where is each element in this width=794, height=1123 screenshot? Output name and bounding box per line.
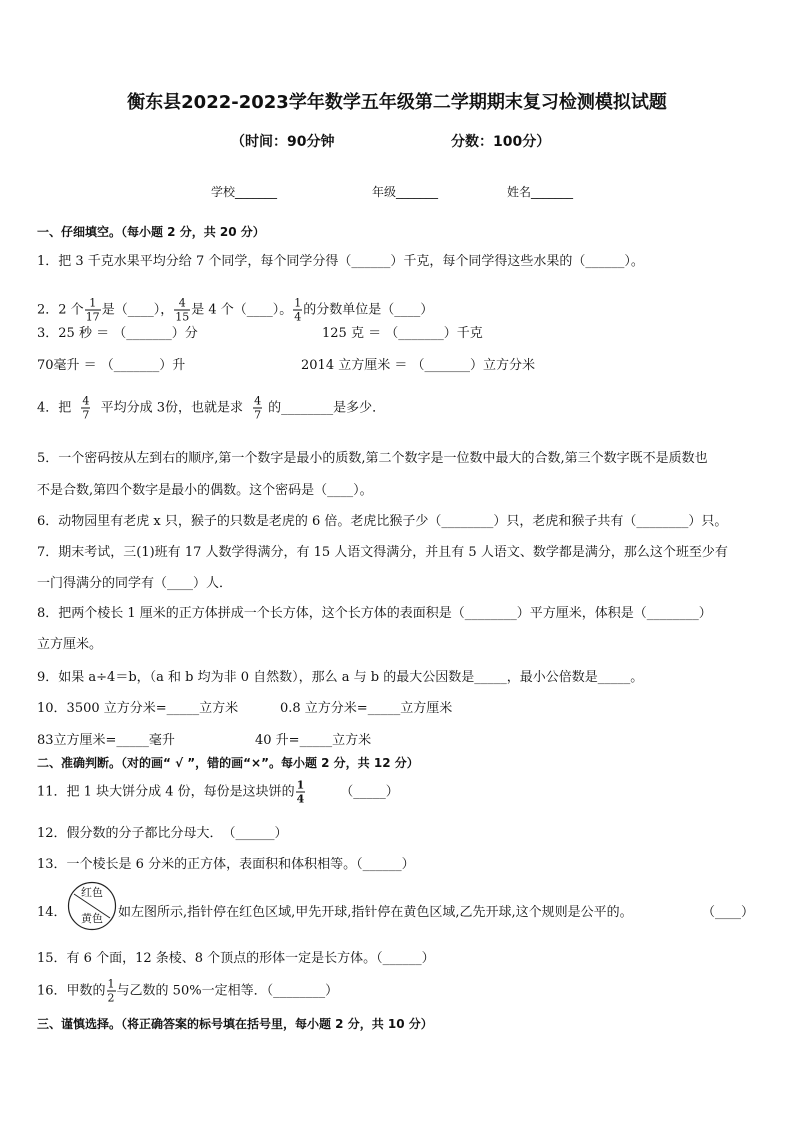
question-5-line-1: 5．一个密码按从左到右的顺序,第一个数字是最小的质数,第二个数字是一位数中最大的合数,第三个数字既不是质数也 (37, 451, 708, 466)
question-9: 9．如果 a÷4＝b，（a 和 b 均为非 0 自然数），那么 a 与 b 的最大公因数是_____，最小公倍数是_____。 (37, 670, 644, 685)
question-3b: 125 克 ＝ （_______）千克 (322, 326, 483, 341)
q2-text-d: 的分数单位是（____） (303, 302, 434, 318)
q16-fraction: $\frac{1}{2}$ (107, 977, 115, 1005)
question-3a: 3．25 秒 ＝ （_______）分 (37, 326, 198, 341)
q2-fraction-1: $\frac{1}{17}$ (85, 296, 100, 324)
question-3d: 2014 立方厘米 ＝ （_______）立方分米 (301, 358, 535, 373)
question-11 (37, 780, 399, 805)
question-4 (37, 396, 385, 421)
q4-text-a: 4．把 (37, 400, 72, 416)
question-6: 6．动物园里有老虎 x 只，猴子的只数是老虎的 6 倍。老虎比猴子少（________）只，老虎和猴子共有（________）只。 (37, 514, 728, 529)
question-13: 13．一个棱长是 6 分米的正方体，表面积和体积相等。（______） (37, 857, 415, 872)
page-title: 衡东县2022-2023学年数学五年级第二学期期末复习检测模拟试题 (127, 92, 667, 113)
name-field: 姓名_______ (507, 185, 574, 199)
question-7-line-2: 一门得满分的同学有（____）人． (37, 576, 233, 591)
q2-text-c: 是 4 个（____）。 (191, 302, 293, 318)
question-8-line-2: 立方厘米。 (37, 637, 103, 652)
q11-fraction: $\frac{1}{4}$ (296, 778, 305, 806)
exam-time: （时间：90分钟 (231, 134, 335, 150)
q11-blank: （_____） (340, 784, 399, 800)
q2-fraction-2: $\frac{4}{15}$ (175, 296, 190, 324)
q2-text-b: 是（____）， (101, 302, 174, 318)
question-7-line-1: 7．期末考试，三(1)班有 17 人数学得满分，有 15 人语文得满分，并且有 5 人语文、数学都是满分，那么这个班至少有 (37, 545, 728, 560)
q4-fraction-2: $\frac{4}{7}$ (254, 394, 262, 422)
question-16 (37, 979, 338, 1004)
question-3c: 70毫升 ＝ （_______）升 (37, 358, 186, 373)
question-8-line-1: 8．把两个棱长 1 厘米的正方体拼成一个长方体，这个长方体的表面积是（________）平方厘米，体积是（________） (37, 606, 712, 621)
question-14-number: 14． (37, 905, 67, 920)
question-14-blank: （____） (702, 905, 755, 920)
q11-text-a: 11．把 1 块大饼分成 4 份，每份是这块饼的 (37, 784, 295, 800)
q4-text-b: 平均分成 3份，也就是求 (100, 400, 243, 416)
section-1-title: 一、仔细填空。（每小题 2 分，共 20 分） (37, 225, 265, 239)
grade-field: 年级_______ (372, 185, 439, 199)
question-5-line-2: 不是合数,第四个数字是最小的偶数。这个密码是（____）。 (37, 483, 373, 498)
q2-fraction-3: $\frac{1}{4}$ (294, 296, 302, 324)
question-12: 12．假分数的分子都比分母大． （______） (37, 826, 288, 841)
spinner-red-label: 红色 (81, 886, 103, 899)
question-10b: 0.8 立方分米=_____立方厘米 (280, 701, 453, 716)
school-field: 学校_______ (211, 185, 278, 199)
question-15: 15．有 6 个面，12 条棱、8 个顶点的形体一定是长方体。（______） (37, 951, 435, 966)
question-10a: 10．3500 立方分米=_____立方米 (37, 701, 239, 716)
spinner-dial (67, 881, 117, 931)
question-2 (37, 298, 433, 323)
question-10d: 40 升=_____立方米 (255, 733, 372, 748)
section-2-title: 二、准确判断。（对的画“ √ ”，错的画“×”。每小题 2 分，共 12 分） (37, 756, 419, 770)
section-3-title: 三、谨慎选择。（将正确答案的标号填在括号里，每小题 2 分，共 10 分） (37, 1017, 433, 1031)
question-1: 1．把 3 千克水果平均分给 7 个同学，每个同学分得（______）千克，每个同学得这些水果的（______）。 (37, 254, 644, 269)
q16-text-a: 16．甲数的 (37, 983, 106, 999)
q16-text-b: 与乙数的 50%一定相等．（________） (116, 983, 339, 999)
question-14-text: 如左图所示,指针停在红色区域,甲先开球,指针停在黄色区域,乙先开球,这个规则是公平的。 (118, 905, 633, 920)
exam-score: 分数：100分） (451, 134, 551, 150)
q4-fraction-1: $\frac{4}{7}$ (82, 394, 90, 422)
q2-text-a: 2．2 个 (37, 302, 84, 318)
spinner-yellow-label: 黄色 (81, 912, 103, 925)
q4-text-c: 的________是多少． (268, 400, 386, 416)
question-10c: 83立方厘米=_____毫升 (37, 733, 175, 748)
